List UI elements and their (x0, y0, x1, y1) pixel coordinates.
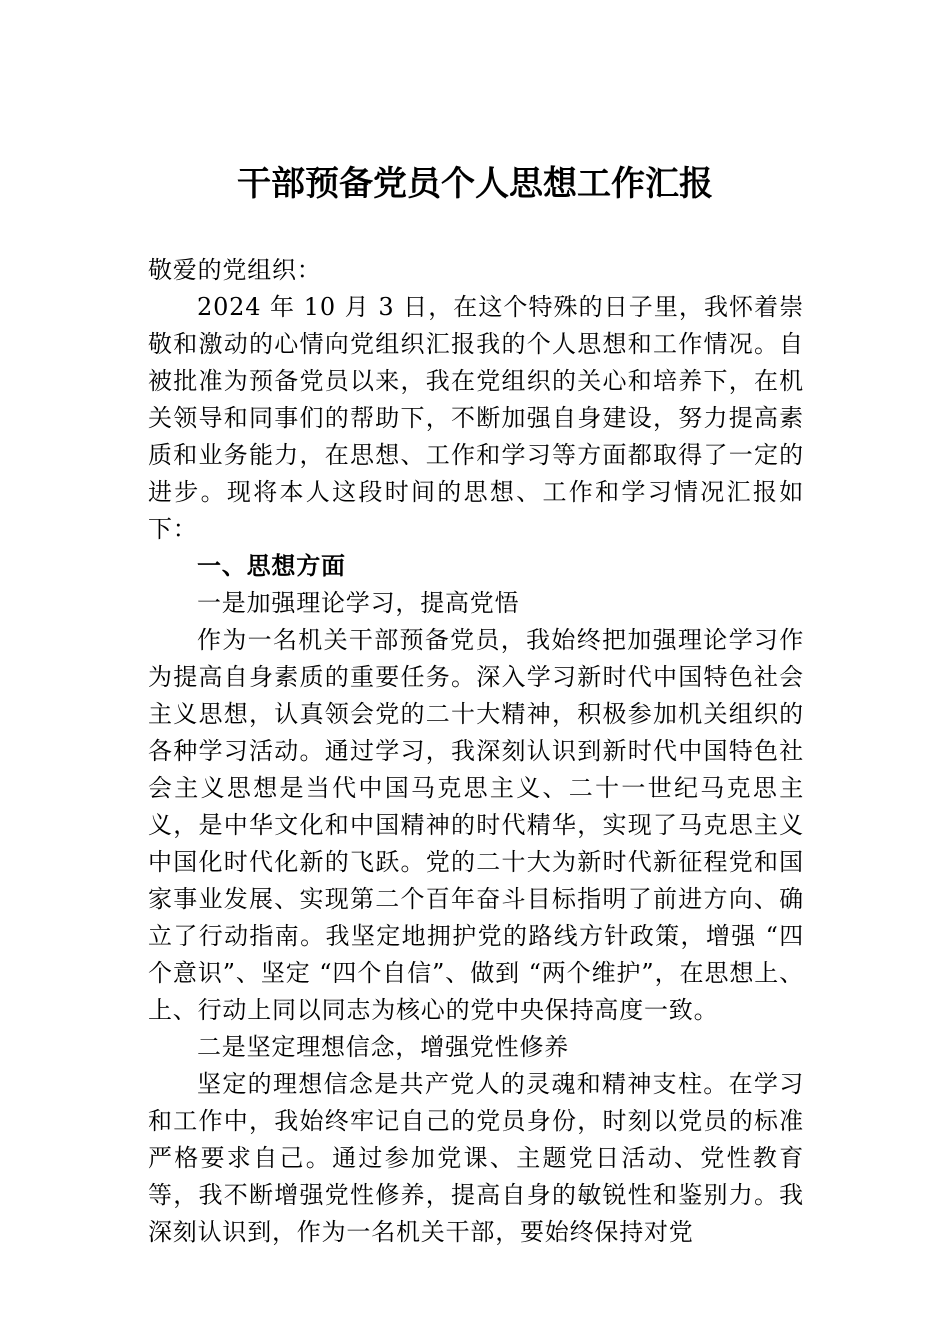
intro-paragraph: 2024 年 10 月 3 日，在这个特殊的日子里，我怀着崇敬和激动的心情向党组织汇报我的个人思想和工作情况。自被批准为预备党员以来，我在党组织的关心和培养下，在机关领导和同事们的帮助下，不断加强自身建设，努力提高素质和业务能力，在思想、工作和学习等方面都取得了一定的进步。现将本人这段时间的思想、工作和学习情况汇报如下： (148, 293, 804, 543)
salutation: 敬爱的党组织： (148, 256, 322, 284)
subheading-ideals-belief: 二是坚定理想信念，增强党性修养 (197, 1033, 569, 1061)
document-body (148, 252, 804, 1251)
subheading-theory-study: 一是加强理论学习，提高党悟 (197, 589, 520, 617)
document-title: 干部预备党员个人思想工作汇报 (237, 164, 713, 204)
section-heading-thought: 一、思想方面 (197, 552, 346, 580)
paragraph-theory-study: 作为一名机关干部预备党员，我始终把加强理论学习作为提高自身素质的重要任务。深入学习新时代中国特色社会主义思想，认真领会党的二十大精神，积极参加机关组织的各种学习活动。通过学习，我深刻认识到新时代中国特色社会主义思想是当代中国马克思主义、二十一世纪马克思主义，是中华文化和中国精神的时代精华，实现了马克思主义中国化时代化新的飞跃。党的二十大为新时代新征程党和国家事业发展、实现第二个百年奋斗目标指明了前进方向、确立了行动指南。我坚定地拥护党的路线方针政策，增强 “四个意识”、坚定 “四个自信”、做到 “两个维护”，在思想上、上、行动上同以同志为核心的党中央保持高度一致。 (148, 626, 804, 1024)
paragraph-ideals-belief: 坚定的理想信念是共产党人的灵魂和精神支柱。在学习和工作中，我始终牢记自己的党员身份，时刻以党员的标准严格要求自己。通过参加党课、主题党日活动、党性教育等，我不断增强党性修养，提高自身的敏锐性和鉴别力。我深刻认识到，作为一名机关干部，要始终保持对党 (148, 1070, 804, 1246)
